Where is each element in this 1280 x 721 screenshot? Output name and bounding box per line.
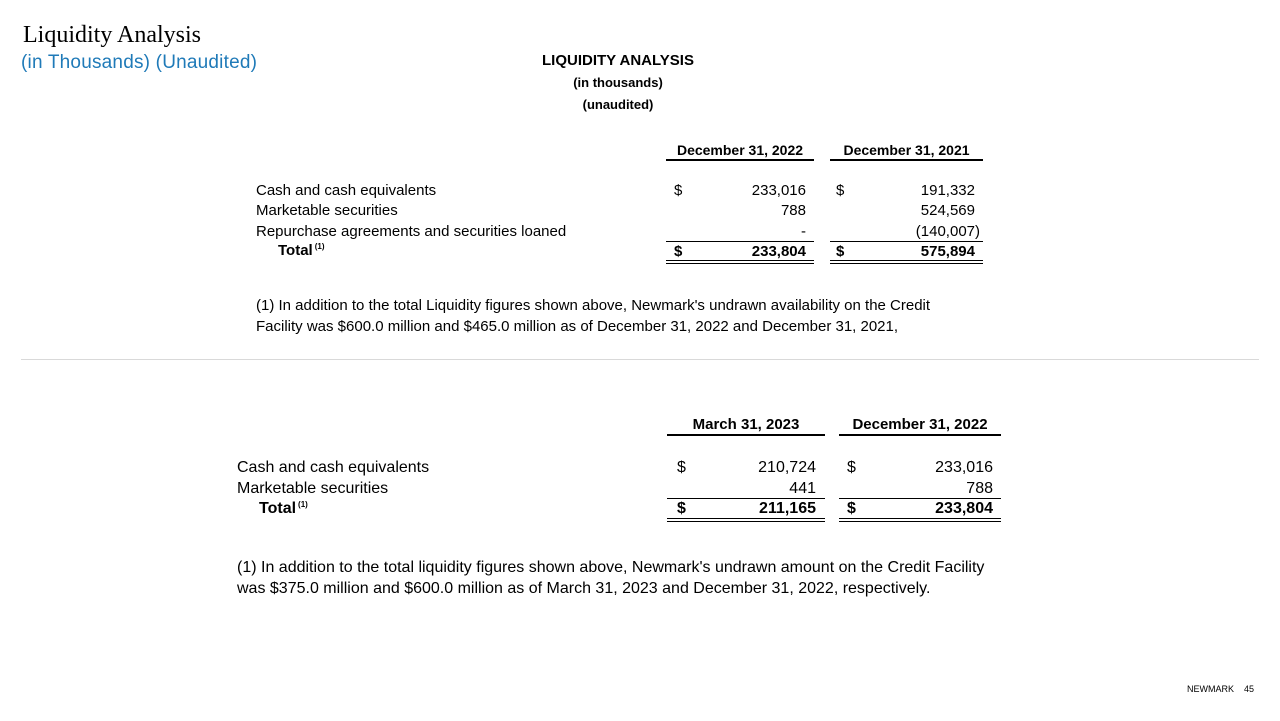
total-double-rule [667, 518, 825, 522]
table2-cell: 441 [789, 480, 816, 497]
table1-total-cell: 575,894 [920, 243, 975, 260]
currency-symbol: $ [836, 182, 845, 199]
table1-cell: (140,007) [915, 223, 980, 240]
table1-cell: 524,569 [920, 202, 975, 219]
table1-cell: 788 [780, 202, 806, 219]
section-divider [21, 359, 1259, 360]
subtotal-rule [839, 498, 1001, 499]
table2-cell: 210,724 [758, 459, 816, 476]
table1-col-header-1: December 31, 2022 [666, 142, 814, 161]
subtotal-rule [830, 241, 983, 242]
total-double-rule [839, 518, 1001, 522]
currency-symbol: $ [674, 182, 683, 199]
currency-symbol: $ [674, 243, 683, 260]
currency-symbol: $ [836, 243, 845, 260]
table2-total-label [237, 500, 308, 518]
table1-heading: LIQUIDITY ANALYSIS [542, 52, 694, 69]
table1-row-label: Repurchase agreements and securities loaned [256, 223, 567, 240]
table1-subheading-thousands: (in thousands) [573, 75, 663, 90]
table2-footnote: (1) In addition to the total liquidity figures shown above, Newmark's undrawn amount on the Credit Facility was $375.0 million and $600.0 million as of March 31, 2023 and December 31, 2022, respectively. [237, 559, 985, 597]
table1-subheading-unaudited: (unaudited) [582, 97, 654, 112]
table2-total-cell: 233,804 [935, 500, 993, 517]
currency-symbol: $ [847, 500, 856, 517]
table2-cell: 788 [966, 480, 993, 497]
currency-symbol: $ [847, 459, 856, 476]
subtotal-rule [666, 241, 814, 242]
page-footer [1187, 684, 1254, 694]
table1-footnote: (1) In addition to the total Liquidity figures shown above, Newmark's undrawn availability on the Credit Facility was $600.0 million and $465.0 million as of December 31, 2022 and December 31, 2021, [256, 297, 931, 335]
table2-total-cell: 211,165 [759, 500, 816, 517]
table2-row-label: Marketable securities [237, 480, 389, 497]
table1-row-label: Marketable securities [256, 202, 398, 219]
page-number: 45 [1243, 684, 1254, 694]
table1-cell: 233,016 [751, 182, 806, 199]
footnote-mark: (1) [314, 242, 325, 251]
subtotal-rule [667, 498, 825, 499]
table2-col-header-2: December 31, 2022 [839, 416, 1001, 436]
currency-symbol: $ [677, 459, 686, 476]
footer-brand: NEWMARK [1186, 684, 1234, 694]
table2-col-header-1: March 31, 2023 [667, 416, 825, 436]
total-label-text: Total [259, 500, 297, 517]
total-label-text: Total [278, 242, 313, 259]
currency-symbol: $ [677, 500, 686, 517]
page-title: Liquidity Analysis [23, 22, 202, 48]
page-subtitle: (in Thousands) (Unaudited) [21, 52, 258, 73]
table1-cell: 191,332 [920, 182, 975, 199]
table2-row-label: Cash and cash equivalents [237, 459, 430, 476]
table2-cell: 233,016 [935, 459, 993, 476]
total-double-rule [666, 260, 814, 264]
table1-total-label [256, 242, 325, 259]
table1-row-label: Cash and cash equivalents [256, 182, 437, 199]
table1-cell: - [801, 223, 806, 240]
table1-col-header-2: December 31, 2021 [830, 142, 983, 161]
footnote-mark: (1) [298, 500, 308, 509]
total-double-rule [830, 260, 983, 264]
table1-total-cell: 233,804 [751, 243, 806, 260]
